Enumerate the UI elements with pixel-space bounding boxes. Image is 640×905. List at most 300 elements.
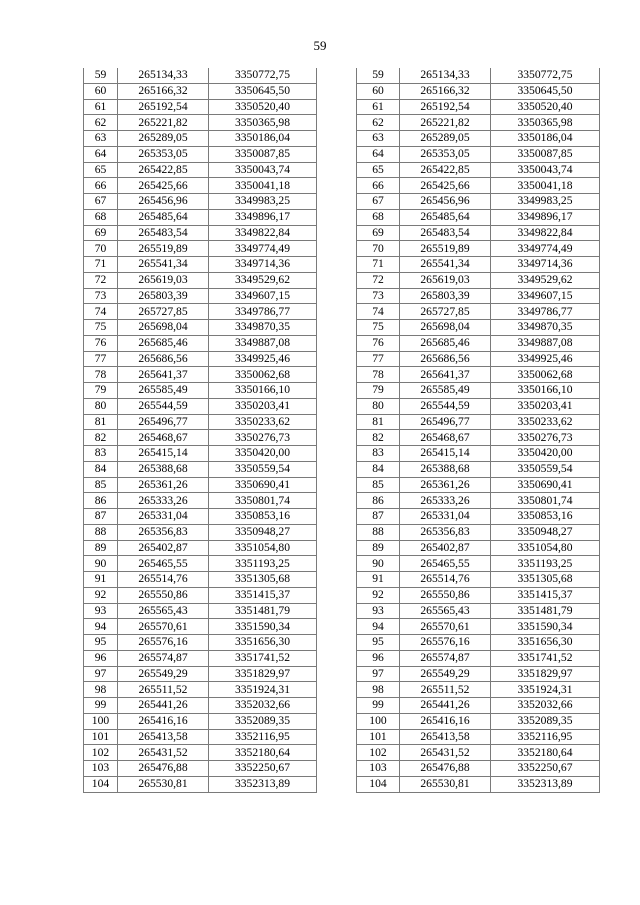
table-row bbox=[84, 257, 317, 273]
x-coordinate-cell: 265413,58 bbox=[400, 729, 491, 745]
y-coordinate-cell: 3350801,74 bbox=[209, 493, 317, 509]
table-row bbox=[357, 493, 600, 509]
y-coordinate-cell: 3350041,18 bbox=[491, 178, 600, 194]
point-number-cell: 93 bbox=[84, 603, 118, 619]
table-row bbox=[357, 603, 600, 619]
coordinates-table-right bbox=[356, 68, 600, 793]
table-row bbox=[357, 351, 600, 367]
x-coordinate-cell: 265465,55 bbox=[118, 556, 209, 572]
y-coordinate-cell: 3350853,16 bbox=[491, 509, 600, 525]
point-number-cell: 70 bbox=[84, 241, 118, 257]
x-coordinate-cell: 265565,43 bbox=[400, 603, 491, 619]
point-number-cell: 73 bbox=[357, 288, 400, 304]
y-coordinate-cell: 3350062,68 bbox=[209, 367, 317, 383]
point-number-cell: 68 bbox=[84, 209, 118, 225]
y-coordinate-cell: 3350520,40 bbox=[491, 99, 600, 115]
x-coordinate-cell: 265530,81 bbox=[400, 776, 491, 792]
y-coordinate-cell: 3349529,62 bbox=[491, 272, 600, 288]
table-row bbox=[357, 650, 600, 666]
point-number-cell: 81 bbox=[357, 414, 400, 430]
y-coordinate-cell: 3350948,27 bbox=[491, 524, 600, 540]
x-coordinate-cell: 265422,85 bbox=[400, 162, 491, 178]
table-row bbox=[357, 587, 600, 603]
table-row bbox=[84, 320, 317, 336]
table-row bbox=[84, 745, 317, 761]
table-row bbox=[84, 650, 317, 666]
table-row bbox=[84, 131, 317, 147]
page-number: 59 bbox=[313, 38, 327, 53]
point-number-cell: 65 bbox=[84, 162, 118, 178]
table-row bbox=[357, 666, 600, 682]
point-number-cell: 95 bbox=[357, 635, 400, 651]
point-number-cell: 87 bbox=[357, 509, 400, 525]
x-coordinate-cell: 265353,05 bbox=[400, 146, 491, 162]
table-row bbox=[357, 745, 600, 761]
x-coordinate-cell: 265576,16 bbox=[118, 635, 209, 651]
point-number-cell: 66 bbox=[357, 178, 400, 194]
point-number-cell: 78 bbox=[357, 367, 400, 383]
x-coordinate-cell: 265541,34 bbox=[400, 257, 491, 273]
x-coordinate-cell: 265619,03 bbox=[400, 272, 491, 288]
x-coordinate-cell: 265641,37 bbox=[118, 367, 209, 383]
x-coordinate-cell: 265356,83 bbox=[118, 524, 209, 540]
point-number-cell: 99 bbox=[357, 698, 400, 714]
x-coordinate-cell: 265333,26 bbox=[400, 493, 491, 509]
x-coordinate-cell: 265514,76 bbox=[118, 572, 209, 588]
table-row bbox=[357, 162, 600, 178]
x-coordinate-cell: 265511,52 bbox=[118, 682, 209, 698]
y-coordinate-cell: 3350203,41 bbox=[209, 398, 317, 414]
y-coordinate-cell: 3349983,25 bbox=[209, 194, 317, 210]
x-coordinate-cell: 265530,81 bbox=[118, 776, 209, 792]
y-coordinate-cell: 3349714,36 bbox=[491, 257, 600, 273]
x-coordinate-cell: 265402,87 bbox=[118, 540, 209, 556]
y-coordinate-cell: 3350559,54 bbox=[491, 461, 600, 477]
x-coordinate-cell: 265550,86 bbox=[118, 587, 209, 603]
table-row bbox=[357, 209, 600, 225]
table-row bbox=[357, 524, 600, 540]
point-number-cell: 63 bbox=[357, 131, 400, 147]
point-number-cell: 91 bbox=[357, 572, 400, 588]
point-number-cell: 104 bbox=[84, 776, 118, 792]
y-coordinate-cell: 3349529,62 bbox=[209, 272, 317, 288]
y-coordinate-cell: 3351741,52 bbox=[209, 650, 317, 666]
y-coordinate-cell: 3350690,41 bbox=[209, 477, 317, 493]
x-coordinate-cell: 265289,05 bbox=[400, 131, 491, 147]
y-coordinate-cell: 3352250,67 bbox=[209, 761, 317, 777]
y-coordinate-cell: 3349925,46 bbox=[209, 351, 317, 367]
point-number-cell: 67 bbox=[84, 194, 118, 210]
table-row bbox=[84, 178, 317, 194]
table-row bbox=[357, 335, 600, 351]
point-number-cell: 97 bbox=[357, 666, 400, 682]
x-coordinate-cell: 265356,83 bbox=[400, 524, 491, 540]
table-row bbox=[357, 320, 600, 336]
point-number-cell: 87 bbox=[84, 509, 118, 525]
table-row bbox=[357, 776, 600, 792]
point-number-cell: 61 bbox=[357, 99, 400, 115]
y-coordinate-cell: 3352032,66 bbox=[491, 698, 600, 714]
table-row bbox=[84, 524, 317, 540]
table-row bbox=[84, 776, 317, 792]
table-row bbox=[357, 698, 600, 714]
table-row bbox=[84, 493, 317, 509]
point-number-cell: 72 bbox=[357, 272, 400, 288]
x-coordinate-cell: 265727,85 bbox=[400, 304, 491, 320]
point-number-cell: 69 bbox=[357, 225, 400, 241]
table-row bbox=[84, 572, 317, 588]
x-coordinate-cell: 265456,96 bbox=[118, 194, 209, 210]
y-coordinate-cell: 3351829,97 bbox=[209, 666, 317, 682]
table-row bbox=[357, 99, 600, 115]
table-row bbox=[84, 146, 317, 162]
point-number-cell: 84 bbox=[357, 461, 400, 477]
table-row bbox=[84, 729, 317, 745]
table-row bbox=[84, 666, 317, 682]
y-coordinate-cell: 3350276,73 bbox=[209, 430, 317, 446]
y-coordinate-cell: 3350043,74 bbox=[209, 162, 317, 178]
y-coordinate-cell: 3352180,64 bbox=[209, 745, 317, 761]
x-coordinate-cell: 265361,26 bbox=[118, 477, 209, 493]
table-row bbox=[84, 351, 317, 367]
x-coordinate-cell: 265698,04 bbox=[118, 320, 209, 336]
table-row bbox=[84, 635, 317, 651]
x-coordinate-cell: 265565,43 bbox=[118, 603, 209, 619]
point-number-cell: 89 bbox=[84, 540, 118, 556]
y-coordinate-cell: 3350948,27 bbox=[209, 524, 317, 540]
table-row bbox=[84, 509, 317, 525]
point-number-cell: 76 bbox=[84, 335, 118, 351]
x-coordinate-cell: 265468,67 bbox=[118, 430, 209, 446]
y-coordinate-cell: 3350365,98 bbox=[491, 115, 600, 131]
y-coordinate-cell: 3350801,74 bbox=[491, 493, 600, 509]
y-coordinate-cell: 3349774,49 bbox=[491, 241, 600, 257]
point-number-cell: 75 bbox=[84, 320, 118, 336]
table-row bbox=[84, 68, 317, 83]
point-number-cell: 103 bbox=[84, 761, 118, 777]
table-row bbox=[84, 83, 317, 99]
x-coordinate-cell: 265465,55 bbox=[400, 556, 491, 572]
y-coordinate-cell: 3349896,17 bbox=[491, 209, 600, 225]
table-row bbox=[357, 477, 600, 493]
x-coordinate-cell: 265685,46 bbox=[400, 335, 491, 351]
x-coordinate-cell: 265361,26 bbox=[400, 477, 491, 493]
x-coordinate-cell: 265416,16 bbox=[118, 713, 209, 729]
x-coordinate-cell: 265402,87 bbox=[400, 540, 491, 556]
point-number-cell: 67 bbox=[357, 194, 400, 210]
table-row bbox=[357, 461, 600, 477]
x-coordinate-cell: 265422,85 bbox=[118, 162, 209, 178]
x-coordinate-cell: 265519,89 bbox=[118, 241, 209, 257]
table-row bbox=[357, 225, 600, 241]
point-number-cell: 83 bbox=[84, 446, 118, 462]
x-coordinate-cell: 265331,04 bbox=[118, 509, 209, 525]
y-coordinate-cell: 3350087,85 bbox=[209, 146, 317, 162]
y-coordinate-cell: 3349714,36 bbox=[209, 257, 317, 273]
point-number-cell: 85 bbox=[84, 477, 118, 493]
x-coordinate-cell: 265496,77 bbox=[400, 414, 491, 430]
table-row bbox=[357, 398, 600, 414]
y-coordinate-cell: 3350233,62 bbox=[491, 414, 600, 430]
point-number-cell: 60 bbox=[84, 83, 118, 99]
x-coordinate-cell: 265544,59 bbox=[400, 398, 491, 414]
y-coordinate-cell: 3350062,68 bbox=[491, 367, 600, 383]
table-row bbox=[357, 446, 600, 462]
y-coordinate-cell: 3350186,04 bbox=[209, 131, 317, 147]
y-coordinate-cell: 3350520,40 bbox=[209, 99, 317, 115]
x-coordinate-cell: 265468,67 bbox=[400, 430, 491, 446]
table-row bbox=[84, 304, 317, 320]
point-number-cell: 88 bbox=[84, 524, 118, 540]
point-number-cell: 71 bbox=[84, 257, 118, 273]
point-number-cell: 59 bbox=[357, 68, 400, 83]
y-coordinate-cell: 3349774,49 bbox=[209, 241, 317, 257]
table-row bbox=[357, 761, 600, 777]
table-row bbox=[357, 367, 600, 383]
x-coordinate-cell: 265485,64 bbox=[118, 209, 209, 225]
x-coordinate-cell: 265441,26 bbox=[400, 698, 491, 714]
point-number-cell: 80 bbox=[84, 398, 118, 414]
point-number-cell: 103 bbox=[357, 761, 400, 777]
point-number-cell: 92 bbox=[84, 587, 118, 603]
x-coordinate-cell: 265803,39 bbox=[400, 288, 491, 304]
point-number-cell: 80 bbox=[357, 398, 400, 414]
y-coordinate-cell: 3350559,54 bbox=[209, 461, 317, 477]
point-number-cell: 100 bbox=[84, 713, 118, 729]
y-coordinate-cell: 3349786,77 bbox=[491, 304, 600, 320]
x-coordinate-cell: 265496,77 bbox=[118, 414, 209, 430]
point-number-cell: 82 bbox=[84, 430, 118, 446]
y-coordinate-cell: 3349870,35 bbox=[209, 320, 317, 336]
y-coordinate-cell: 3350772,75 bbox=[491, 68, 600, 83]
y-coordinate-cell: 3351054,80 bbox=[491, 540, 600, 556]
y-coordinate-cell: 3351924,31 bbox=[209, 682, 317, 698]
y-coordinate-cell: 3351590,34 bbox=[209, 619, 317, 635]
table-row bbox=[357, 68, 600, 83]
y-coordinate-cell: 3350041,18 bbox=[209, 178, 317, 194]
table-row bbox=[84, 556, 317, 572]
x-coordinate-cell: 265685,46 bbox=[118, 335, 209, 351]
x-coordinate-cell: 265549,29 bbox=[400, 666, 491, 682]
y-coordinate-cell: 3349822,84 bbox=[491, 225, 600, 241]
y-coordinate-cell: 3350043,74 bbox=[491, 162, 600, 178]
x-coordinate-cell: 265221,82 bbox=[118, 115, 209, 131]
point-number-cell: 62 bbox=[357, 115, 400, 131]
x-coordinate-cell: 265511,52 bbox=[400, 682, 491, 698]
y-coordinate-cell: 3350166,10 bbox=[209, 383, 317, 399]
table-row bbox=[84, 682, 317, 698]
x-coordinate-cell: 265519,89 bbox=[400, 241, 491, 257]
table-row bbox=[84, 477, 317, 493]
y-coordinate-cell: 3350690,41 bbox=[491, 477, 600, 493]
x-coordinate-cell: 265388,68 bbox=[118, 461, 209, 477]
y-coordinate-cell: 3352032,66 bbox=[209, 698, 317, 714]
y-coordinate-cell: 3349887,08 bbox=[491, 335, 600, 351]
table-row bbox=[357, 729, 600, 745]
point-number-cell: 86 bbox=[357, 493, 400, 509]
x-coordinate-cell: 265289,05 bbox=[118, 131, 209, 147]
table-row bbox=[84, 414, 317, 430]
y-coordinate-cell: 3351305,68 bbox=[209, 572, 317, 588]
table-row bbox=[84, 430, 317, 446]
y-coordinate-cell: 3351656,30 bbox=[209, 635, 317, 651]
table-row bbox=[84, 225, 317, 241]
point-number-cell: 74 bbox=[84, 304, 118, 320]
point-number-cell: 77 bbox=[357, 351, 400, 367]
point-number-cell: 60 bbox=[357, 83, 400, 99]
x-coordinate-cell: 265803,39 bbox=[118, 288, 209, 304]
table-row bbox=[84, 398, 317, 414]
x-coordinate-cell: 265686,56 bbox=[400, 351, 491, 367]
table-row bbox=[357, 83, 600, 99]
table-row bbox=[84, 99, 317, 115]
x-coordinate-cell: 265415,14 bbox=[400, 446, 491, 462]
table-row bbox=[84, 162, 317, 178]
point-number-cell: 78 bbox=[84, 367, 118, 383]
x-coordinate-cell: 265416,16 bbox=[400, 713, 491, 729]
y-coordinate-cell: 3351415,37 bbox=[209, 587, 317, 603]
table-row bbox=[84, 698, 317, 714]
y-coordinate-cell: 3352313,89 bbox=[491, 776, 600, 792]
table-row bbox=[357, 556, 600, 572]
table-row bbox=[357, 257, 600, 273]
table-row bbox=[357, 540, 600, 556]
point-number-cell: 68 bbox=[357, 209, 400, 225]
x-coordinate-cell: 265166,32 bbox=[400, 83, 491, 99]
point-number-cell: 75 bbox=[357, 320, 400, 336]
y-coordinate-cell: 3350087,85 bbox=[491, 146, 600, 162]
x-coordinate-cell: 265425,66 bbox=[400, 178, 491, 194]
y-coordinate-cell: 3350276,73 bbox=[491, 430, 600, 446]
x-coordinate-cell: 265425,66 bbox=[118, 178, 209, 194]
table-row bbox=[84, 272, 317, 288]
x-coordinate-cell: 265192,54 bbox=[118, 99, 209, 115]
x-coordinate-cell: 265415,14 bbox=[118, 446, 209, 462]
y-coordinate-cell: 3350853,16 bbox=[209, 509, 317, 525]
table-row bbox=[357, 115, 600, 131]
point-number-cell: 102 bbox=[84, 745, 118, 761]
y-coordinate-cell: 3352250,67 bbox=[491, 761, 600, 777]
y-coordinate-cell: 3350166,10 bbox=[491, 383, 600, 399]
table-row bbox=[84, 115, 317, 131]
table-row bbox=[357, 713, 600, 729]
table-row bbox=[357, 288, 600, 304]
table-row bbox=[84, 461, 317, 477]
y-coordinate-cell: 3350365,98 bbox=[209, 115, 317, 131]
y-coordinate-cell: 3351656,30 bbox=[491, 635, 600, 651]
x-coordinate-cell: 265221,82 bbox=[400, 115, 491, 131]
table-row bbox=[84, 446, 317, 462]
table-row bbox=[84, 335, 317, 351]
point-number-cell: 94 bbox=[357, 619, 400, 635]
table-row bbox=[357, 509, 600, 525]
table-row bbox=[357, 383, 600, 399]
point-number-cell: 71 bbox=[357, 257, 400, 273]
table-row bbox=[357, 272, 600, 288]
y-coordinate-cell: 3352180,64 bbox=[491, 745, 600, 761]
x-coordinate-cell: 265514,76 bbox=[400, 572, 491, 588]
y-coordinate-cell: 3351829,97 bbox=[491, 666, 600, 682]
y-coordinate-cell: 3349822,84 bbox=[209, 225, 317, 241]
y-coordinate-cell: 3351415,37 bbox=[491, 587, 600, 603]
point-number-cell: 89 bbox=[357, 540, 400, 556]
table-row bbox=[357, 682, 600, 698]
point-number-cell: 77 bbox=[84, 351, 118, 367]
table-row bbox=[84, 383, 317, 399]
point-number-cell: 101 bbox=[357, 729, 400, 745]
point-number-cell: 66 bbox=[84, 178, 118, 194]
x-coordinate-cell: 265574,87 bbox=[118, 650, 209, 666]
y-coordinate-cell: 3350233,62 bbox=[209, 414, 317, 430]
table-row bbox=[84, 603, 317, 619]
x-coordinate-cell: 265431,52 bbox=[400, 745, 491, 761]
point-number-cell: 74 bbox=[357, 304, 400, 320]
point-number-cell: 91 bbox=[84, 572, 118, 588]
x-coordinate-cell: 265641,37 bbox=[400, 367, 491, 383]
point-number-cell: 70 bbox=[357, 241, 400, 257]
y-coordinate-cell: 3351741,52 bbox=[491, 650, 600, 666]
y-coordinate-cell: 3350186,04 bbox=[491, 131, 600, 147]
table-row bbox=[357, 146, 600, 162]
x-coordinate-cell: 265483,54 bbox=[400, 225, 491, 241]
y-coordinate-cell: 3352116,95 bbox=[491, 729, 600, 745]
y-coordinate-cell: 3351481,79 bbox=[209, 603, 317, 619]
x-coordinate-cell: 265134,33 bbox=[400, 68, 491, 83]
point-number-cell: 83 bbox=[357, 446, 400, 462]
x-coordinate-cell: 265585,49 bbox=[118, 383, 209, 399]
y-coordinate-cell: 3351305,68 bbox=[491, 572, 600, 588]
y-coordinate-cell: 3350645,50 bbox=[491, 83, 600, 99]
x-coordinate-cell: 265413,58 bbox=[118, 729, 209, 745]
point-number-cell: 98 bbox=[357, 682, 400, 698]
x-coordinate-cell: 265549,29 bbox=[118, 666, 209, 682]
x-coordinate-cell: 265192,54 bbox=[400, 99, 491, 115]
x-coordinate-cell: 265166,32 bbox=[118, 83, 209, 99]
point-number-cell: 97 bbox=[84, 666, 118, 682]
table-row bbox=[84, 288, 317, 304]
point-number-cell: 79 bbox=[84, 383, 118, 399]
x-coordinate-cell: 265576,16 bbox=[400, 635, 491, 651]
y-coordinate-cell: 3351193,25 bbox=[491, 556, 600, 572]
x-coordinate-cell: 265476,88 bbox=[400, 761, 491, 777]
x-coordinate-cell: 265544,59 bbox=[118, 398, 209, 414]
y-coordinate-cell: 3350645,50 bbox=[209, 83, 317, 99]
table-row bbox=[84, 713, 317, 729]
point-number-cell: 76 bbox=[357, 335, 400, 351]
x-coordinate-cell: 265550,86 bbox=[400, 587, 491, 603]
point-number-cell: 59 bbox=[84, 68, 118, 83]
x-coordinate-cell: 265541,34 bbox=[118, 257, 209, 273]
point-number-cell: 94 bbox=[84, 619, 118, 635]
point-number-cell: 62 bbox=[84, 115, 118, 131]
x-coordinate-cell: 265483,54 bbox=[118, 225, 209, 241]
point-number-cell: 96 bbox=[84, 650, 118, 666]
point-number-cell: 101 bbox=[84, 729, 118, 745]
point-number-cell: 100 bbox=[357, 713, 400, 729]
y-coordinate-cell: 3349925,46 bbox=[491, 351, 600, 367]
point-number-cell: 81 bbox=[84, 414, 118, 430]
point-number-cell: 93 bbox=[357, 603, 400, 619]
point-number-cell: 86 bbox=[84, 493, 118, 509]
point-number-cell: 96 bbox=[357, 650, 400, 666]
x-coordinate-cell: 265485,64 bbox=[400, 209, 491, 225]
table-row bbox=[357, 241, 600, 257]
table-row bbox=[357, 572, 600, 588]
x-coordinate-cell: 265441,26 bbox=[118, 698, 209, 714]
y-coordinate-cell: 3349870,35 bbox=[491, 320, 600, 336]
point-number-cell: 85 bbox=[357, 477, 400, 493]
point-number-cell: 65 bbox=[357, 162, 400, 178]
